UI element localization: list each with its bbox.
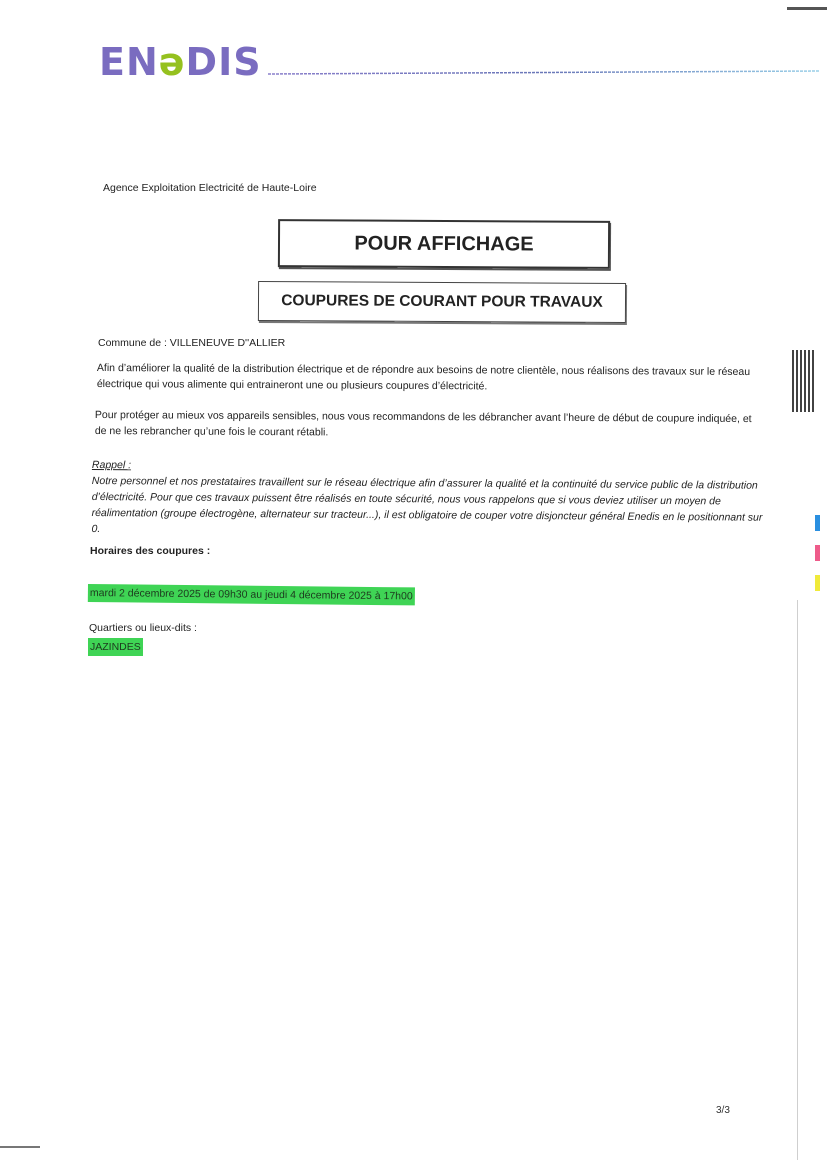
page-number: 3/3 [716,1105,730,1116]
rappel-title: Rappel : [91,458,132,472]
rappel-text: Notre personnel et nos prestataires travaillent sur le réseau électrique afin d’assurer la qualité et la continuité du service public de la distribution d’électricité. Pour que ces travaux puissent être réalisés en toute sécurité, nous vous rappelons que si vous deviez utiliser un moyen de réalimentation (groupe électrogène, alternateur sur tracteur...), il est obligatoire de couper votre disjoncteur général Enedis en le positionnant sur 0. [91,474,763,536]
title-box [278,219,610,269]
quartier-highlight: JAZINDES [88,638,143,656]
scan-edge [797,600,798,1160]
scan-mark [787,7,827,10]
color-edge-marks [815,515,821,615]
advice-paragraph: Pour protéger au mieux vos appareils sensibles, nous vous recommandons de les débrancher avant l’heure de début de coupure indiquée, et de ne les rebrancher qu’une fois le courant rétabli. [94,408,752,439]
quartiers-label: Quartiers ou lieux-dits : [89,622,197,634]
logo-underline [268,70,820,76]
intro-paragraph: Afin d’améliorer la qualité de la distribution électrique et de répondre aux besoins de notre clientèle, nous réalisons des travaux sur le réseau électrique qui vous alimente qui entraineront une ou plusieurs coupures d’électricité. [96,361,751,393]
horaires-label: Horaires des coupures : [90,545,211,557]
agency-name: Agence Exploitation Electricité de Haute-Loire [103,182,317,194]
subtitle-box [258,281,626,323]
datamatrix-code [792,350,816,412]
rappel-section [91,457,764,542]
horaire-highlight: mardi 2 décembre 2025 de 09h30 au jeudi 4 décembre 2025 à 17h00 [88,584,415,605]
page-subtitle: COUPURES DE COURANT POUR TRAVAUX [281,292,603,311]
scan-mark [0,1146,40,1148]
commune-line: Commune de : VILLENEUVE D''ALLIER [98,337,286,349]
enedis-logo: ENəDIS [99,40,262,84]
page-title: POUR AFFICHAGE [354,232,534,255]
